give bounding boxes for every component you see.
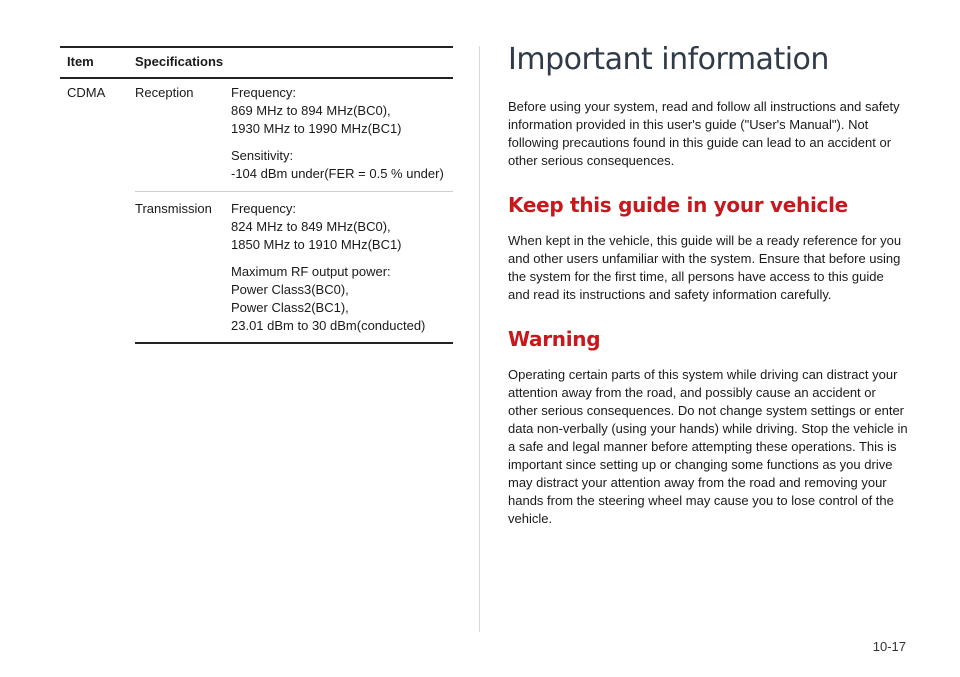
item-label: CDMA <box>67 85 106 100</box>
table-row <box>60 78 453 192</box>
spec-value: 869 MHz to 894 MHz(BC0), <box>231 103 391 118</box>
spec-cell <box>231 78 453 192</box>
page-title: Important information <box>508 42 829 77</box>
item-cell <box>60 78 135 343</box>
spec-value: 23.01 dBm to 30 dBm(conducted) <box>231 318 426 333</box>
specifications-table <box>60 46 453 344</box>
spec-label: Frequency: <box>231 85 297 100</box>
table-header-row <box>60 47 453 78</box>
spec-label: Sensitivity: <box>231 148 294 163</box>
spec-group <box>231 263 453 335</box>
sub-item-cell <box>135 192 231 344</box>
information-column <box>508 40 908 528</box>
spec-group <box>231 147 453 183</box>
spec-group <box>231 200 453 254</box>
header-specifications: Specifications <box>135 47 453 78</box>
warning-heading: Warning <box>508 327 601 351</box>
intro-paragraph: Before using your system, read and follow all instructions and safety information provided in this user's guide ("User's Manual"). Not following precautions found in this guide can lead to an accident or other serious consequences. <box>508 99 900 168</box>
spec-value: Power Class2(BC1), <box>231 300 349 315</box>
spec-value: 1850 MHz to 1910 MHz(BC1) <box>231 237 402 252</box>
sub-item-label: Reception <box>135 85 194 100</box>
sub-item-cell <box>135 78 231 192</box>
keep-guide-paragraph: When kept in the vehicle, this guide will be a ready reference for you and other users unfamiliar with the system. Ensure that before using the system for the first time, all persons have access to this guide and read its instructions and safety information carefully. <box>508 233 902 302</box>
spec-value: -104 dBm under(FER = 0.5 % under) <box>231 166 444 181</box>
spec-group <box>231 84 453 138</box>
column-divider <box>479 46 480 632</box>
spec-label: Maximum RF output power: <box>231 264 391 279</box>
spec-cell <box>231 192 453 344</box>
page-number: 10-17 <box>872 639 906 654</box>
spec-value: Power Class3(BC0), <box>231 282 349 297</box>
spec-value: 1930 MHz to 1990 MHz(BC1) <box>231 121 402 136</box>
spec-value: 824 MHz to 849 MHz(BC0), <box>231 219 391 234</box>
warning-paragraph: Operating certain parts of this system while driving can distract your attention away from the road, and possibly cause an accident or other serious consequences. Do not change system settings or enter data non-verbally (using your hands) while driving. Stop the vehicle in a safe and legal manner before attempting these operations. This is important since setting up or changing some functions as you drive may distract your attention away from the road and removing your hands from the steering wheel may cause you to lose control of the vehicle. <box>508 367 908 526</box>
header-item: Item <box>60 47 135 78</box>
sub-item-label: Transmission <box>135 201 212 216</box>
spec-label: Frequency: <box>231 201 297 216</box>
keep-guide-heading: Keep this guide in your vehicle <box>508 193 848 217</box>
